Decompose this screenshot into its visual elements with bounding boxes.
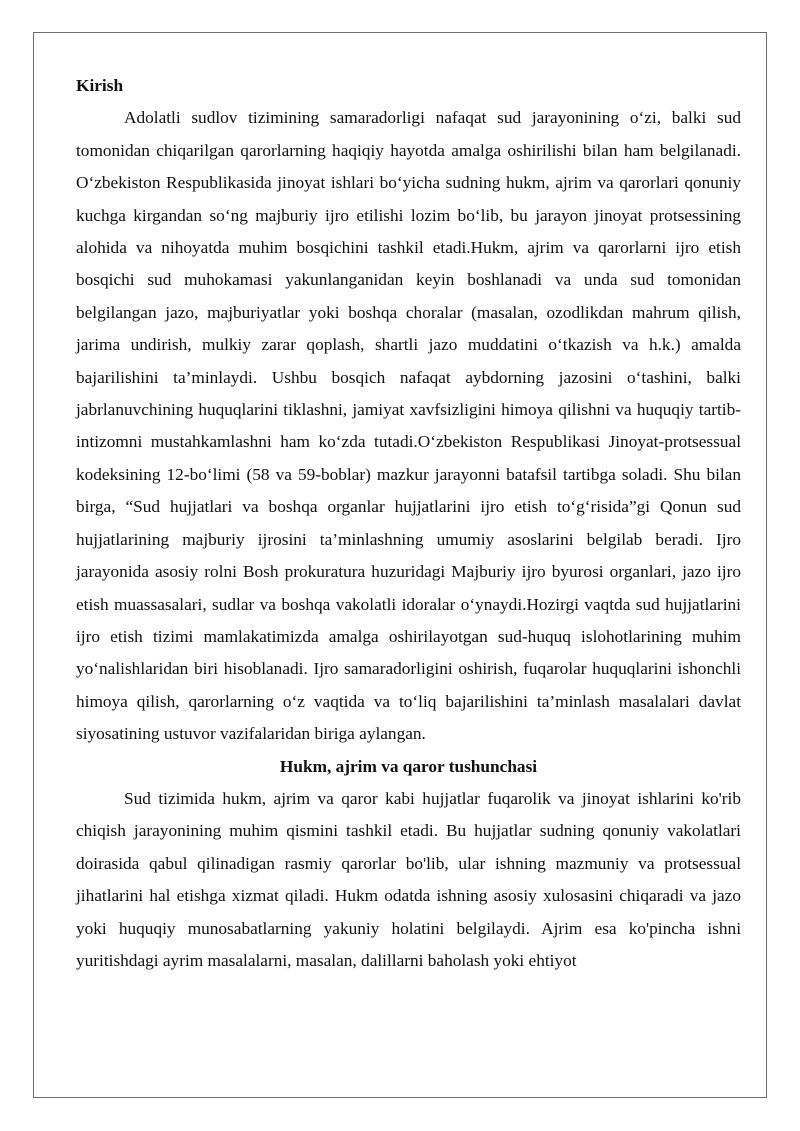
section-heading: Hukm, ajrim va qaror tushunchasi [279,756,538,776]
document-body [76,70,741,977]
intro-paragraph: Adolatli sudlov tizimining samaradorligi nafaqat sud jarayonining o‘zi, balki sud tomonidan chiqarilgan qarorlarning haqiqiy hayotda amalga oshirilishi bilan ham belgilanadi. O‘zbekiston Respublikasida jinoyat ishlari bo‘yicha sudning hukm, ajrim va qarorlari qonuniy kuchga kirgandan so‘ng majburiy ijro etilishi lozim bo‘lib, bu jarayon jinoyat protsessining alohida va nihoyatda muhim bosqichini tashkil etadi.Hukm, ajrim va qarorlarni ijro etish bosqichi sud muhokamasi yakunlanganidan keyin boshlanadi va unda sud tomonidan belgilangan jazo, majburiyatlar yoki boshqa choralar (masalan, ozodlikdan mahrum qilish, jarima undirish, mulkiy zarar qoplash, shartli jazo muddatini o‘tkazish va h.k.) amalda bajarilishini ta’minlaydi. Ushbu bosqich nafaqat aybdorning jazosini o‘tashini, balki jabrlanuvchining huquqlarini tiklashni, jamiyat xavfsizligini himoya qilishni va huquqiy tartib-intizomni mustahkamlashni ham ko‘zda tutadi.O‘zbekiston Respublikasi Jinoyat-protsessual kodeksining 12-bo‘limi (58 va 59-boblar) mazkur jarayonni batafsil tartibga soladi. Shu bilan birga, “Sud hujjatlari va boshqa organlar hujjatlarini ijro etish to‘g‘risida”gi Qonun sud hujjatlarining majburiy ijrosini ta’minlashning umumiy asoslarini belgilab beradi. Ijro jarayonida asosiy rolni Bosh prokuratura huzuridagi Majburiy ijro byurosi organlari, jazo ijro etish muassasalari, sudlar va boshqa vakolatli idoralar o‘ynaydi.Hozirgi vaqtda sud hujjatlarini ijro etish tizimi mamlakatimizda amalga oshirilayotgan sud-huquq islohotlarining muhim yo‘nalishlaridan biri hisoblanadi. Ijro samaradorligini oshirish, fuqarolar huquqlarini ishonchli himoya qilish, qarorlarning o‘z vaqtida va to‘liq bajarilishini ta’minlash masalalari davlat siyosatining ustuvor vazifalaridan biriga aylangan. [76,108,741,744]
section-paragraph: Sud tizimida hukm, ajrim va qaror kabi hujjatlar fuqarolik va jinoyat ishlarini ko'rib chiqish jarayonining muhim qismini tashkil etadi. Bu hujjatlar sudning qonuniy vakolatlari doirasida qabul qilinadigan rasmiy qarorlar bo'lib, ular ishning mazmuniy va protsessual jihatlarini hal etishga xizmat qiladi. Hukm odatda ishning asosiy xulosasini chiqaradi va jazo yoki huquqiy munosabatlarning yakuniy holatini belgilaydi. Ajrim esa ko'pincha ishni yuritishdagi ayrim masalalarni, masalan, dalillarni baholash yoki ehtiyot [76,788,741,970]
intro-heading: Kirish [76,76,124,95]
